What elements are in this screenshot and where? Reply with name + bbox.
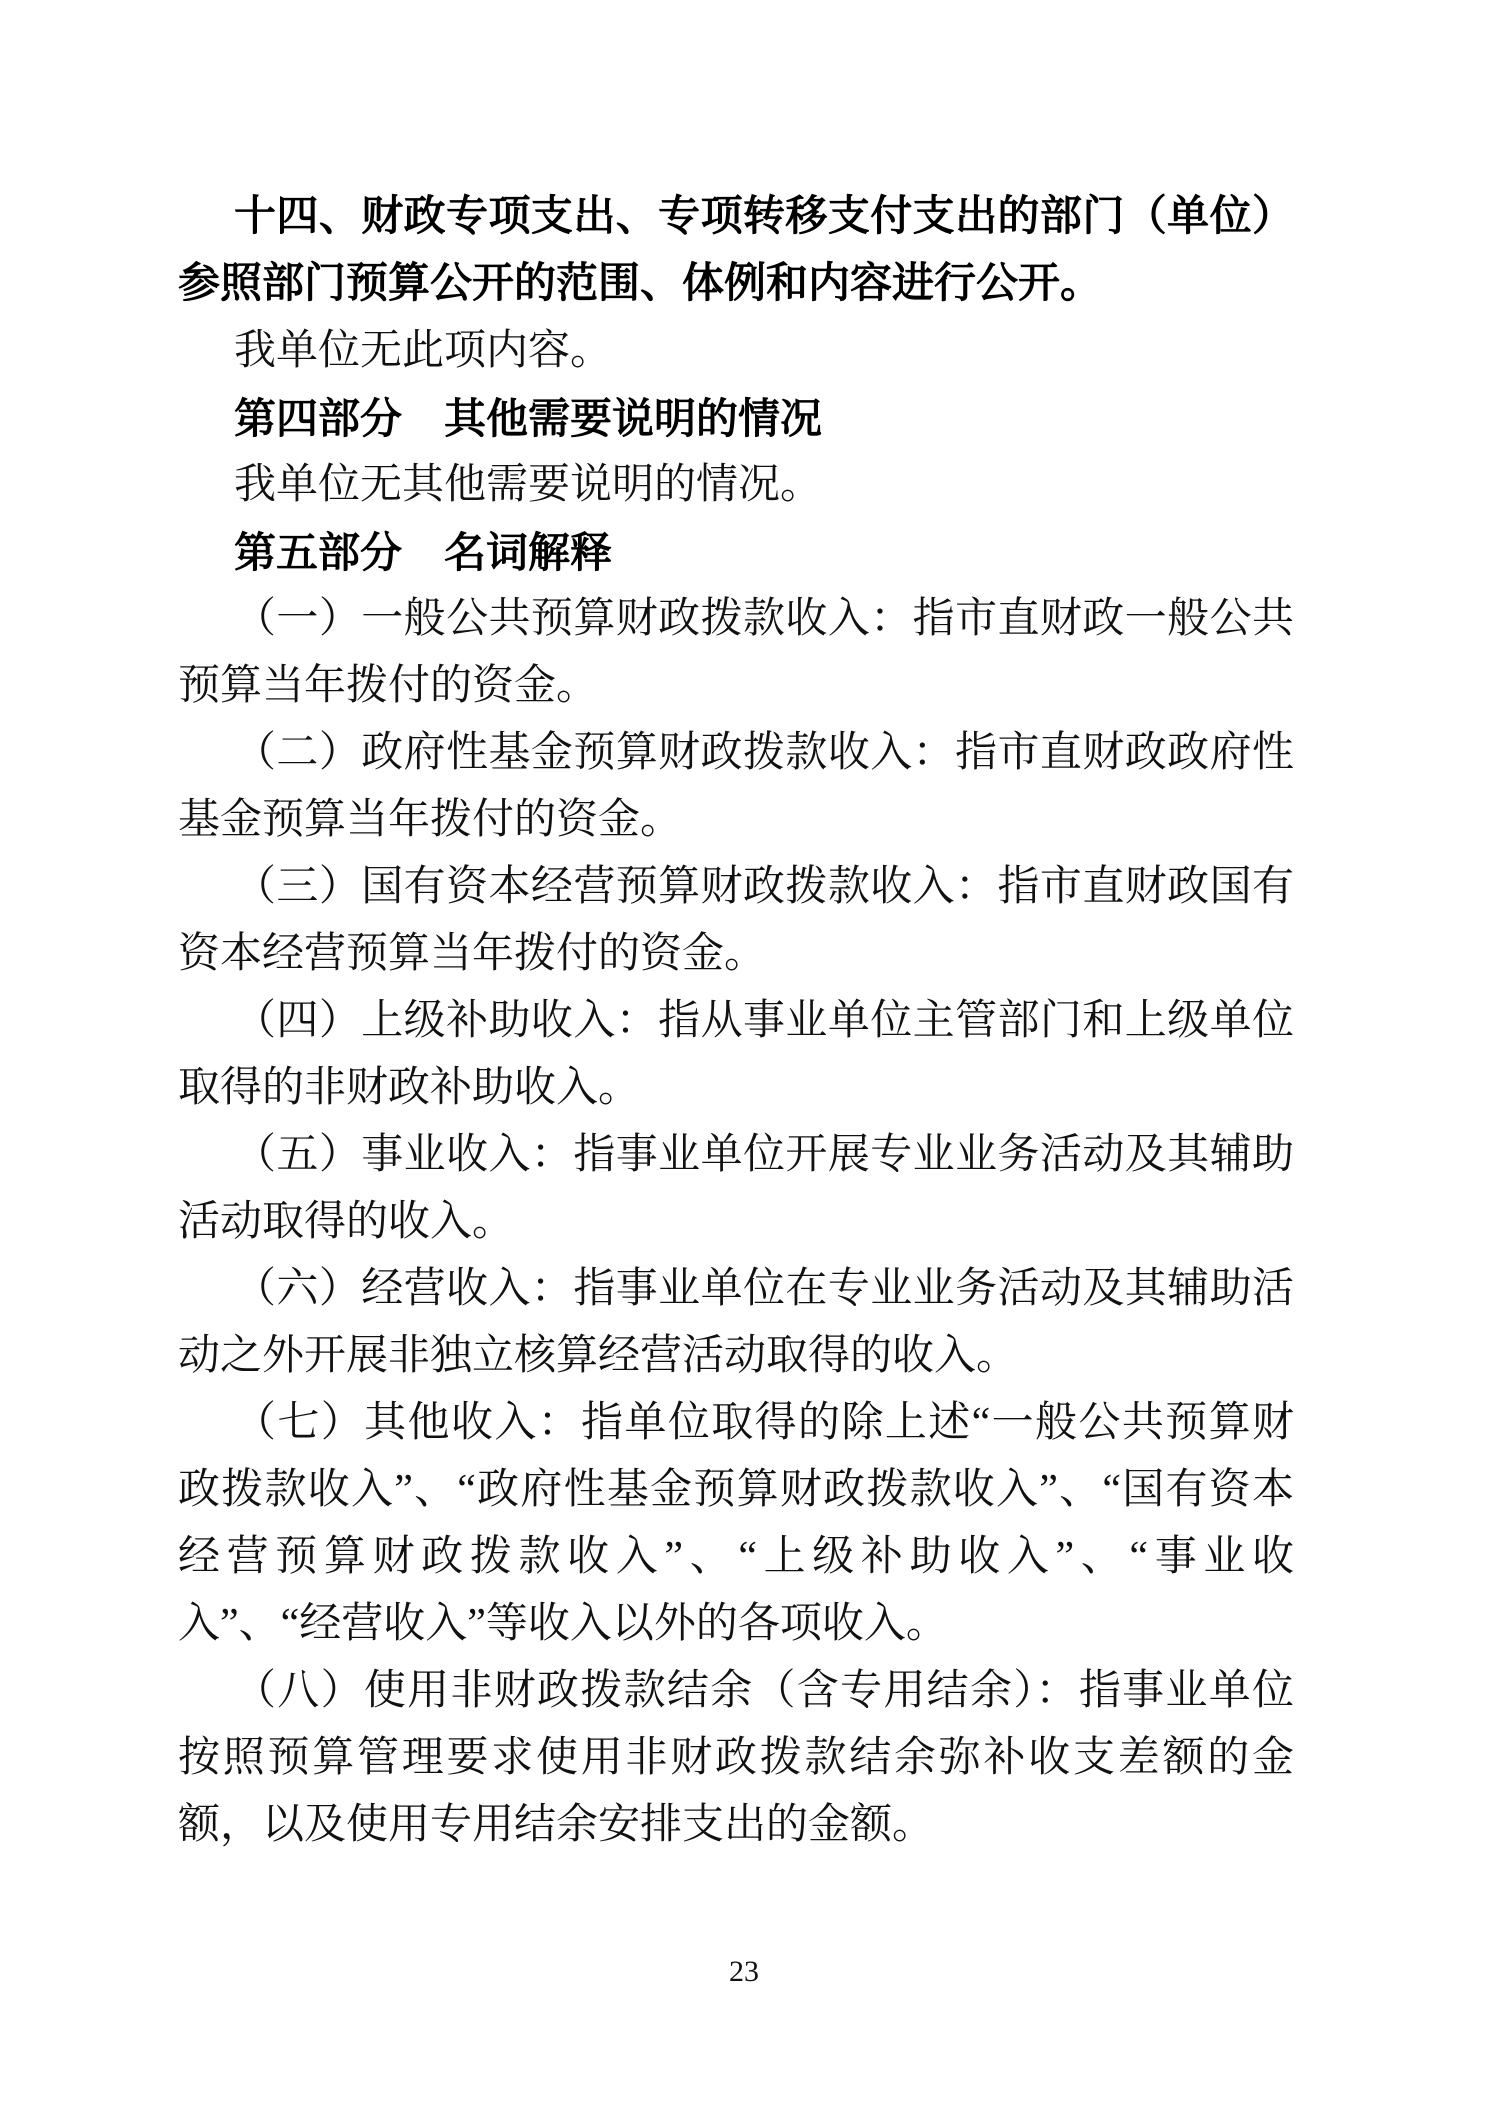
document-body xyxy=(178,184,1294,1859)
term-definition-3: （三）国有资本经营预算财政拨款收入：指市直财政国有资本经营预算当年拨付的资金。 xyxy=(178,864,1294,977)
term-definition-5: （五）事业收入：指事业单位开展专业业务活动及其辅助活动取得的收入。 xyxy=(178,1132,1294,1245)
term-definition-4: （四）上级补助收入：指从事业单位主管部门和上级单位取得的非财政补助收入。 xyxy=(178,998,1294,1111)
part-5-heading: 第五部分 名词解释 xyxy=(234,529,613,576)
part-4-heading: 第四部分 其他需要说明的情况 xyxy=(234,395,823,442)
term-definition-1: （一）一般公共预算财政拨款收入：指市直财政一般公共预算当年拨付的资金。 xyxy=(178,596,1294,709)
term-definition-6: （六）经营收入：指事业单位在专业业务活动及其辅助活动之外开展非独立核算经营活动取得的收入。 xyxy=(178,1266,1294,1379)
section-14-note: 我单位无此项内容。 xyxy=(234,328,613,374)
term-definition-7: （七）其他收入：指单位取得的除上述“一般公共预算财政拨款收入”、“政府性基金预算财政拨款收入”、“国有资本经营预算财政拨款收入”、“上级补助收入”、“事业收入”、“经营收入”等收入以外的各项收入。 xyxy=(178,1400,1294,1647)
term-definition-8: （八）使用非财政拨款结余（含专用结余）：指事业单位按照预算管理要求使用非财政拨款结余弥补收支差额的金额，以及使用专用结余安排支出的金额。 xyxy=(178,1668,1294,1848)
page-number: 23 xyxy=(729,1955,759,1988)
part-4-note: 我单位无其他需要说明的情况。 xyxy=(234,462,823,508)
term-definition-2: （二）政府性基金预算财政拨款收入：指市直财政政府性基金预算当年拨付的资金。 xyxy=(178,730,1294,843)
section-14-heading: 十四、财政专项支出、专项转移支付支出的部门（单位）参照部门预算公开的范围、体例和内容进行公开。 xyxy=(178,194,1294,307)
